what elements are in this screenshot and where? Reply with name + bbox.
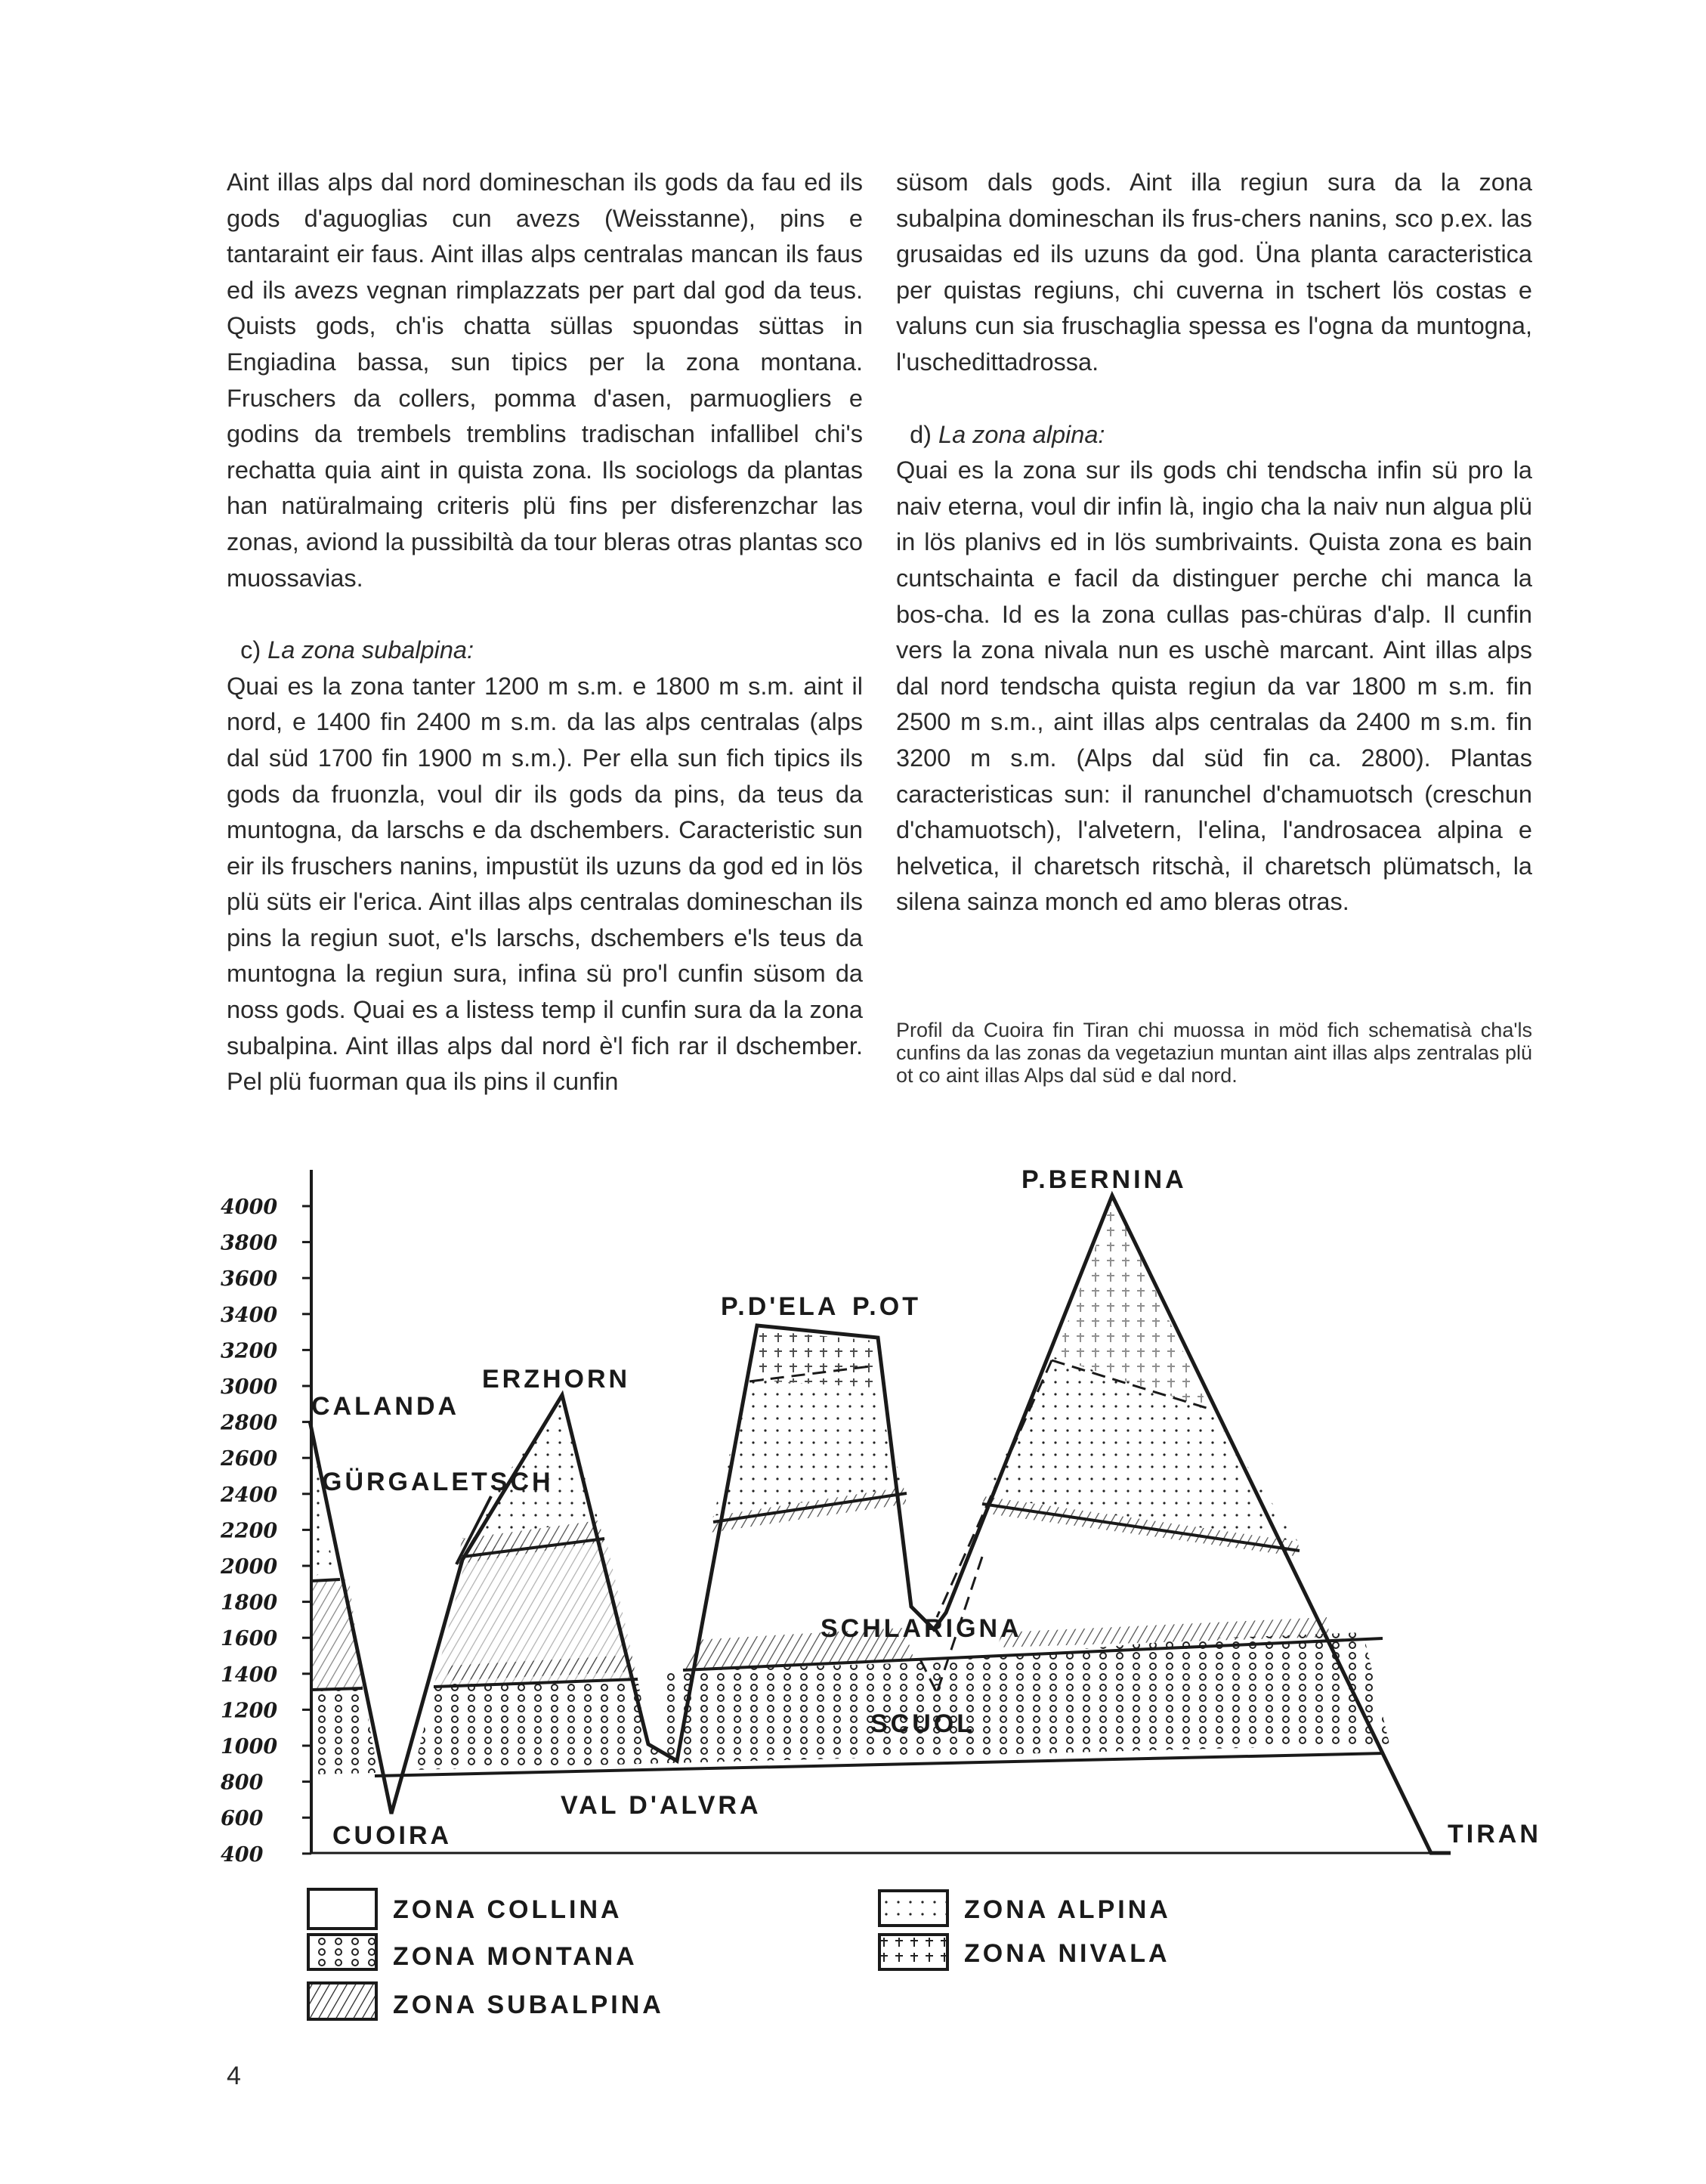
label-val-dalvra: VAL D'ALVRA	[561, 1791, 762, 1820]
paragraph: Aint illas alps dal nord domineschan ils gods da fau ed ils gods d'aguoglias cun avezs (Weisstanne), pins e tantaraint eir faus. Aint illas alps centralas mancan ils faus ed ils avezs vegnan rimplazzats per part dal god da teus. Quists gods, ch'is chatta süllas spuondas süttas in Engiadina bassa, sun tipics per la zona montana. Fruschers da collers, pomma d'asen, parmuogliers e godins da trembels tremblins tradischan infallibel chi's rechatta quia aint in quista zona. Ils sociologs da plantas han natüralmaing criteris plü fins per disferenzchar las zonas, aviond la pussibiltà da tour bleras otras plantas sco muossavias.	[227, 169, 863, 592]
label-calanda: CALANDA	[311, 1392, 460, 1421]
svg-text:ZONA SUBALPINA: ZONA SUBALPINA	[393, 1991, 664, 2019]
y-tick-label: 800	[221, 1771, 264, 1795]
label-p-dela: P.D'ELA	[721, 1292, 839, 1321]
y-axis	[220, 1170, 311, 1867]
paragraph: süsom dals gods. Aint illa regiun sura da la zona subalpina domineschan ils frus-chers nanins, sco p.ex. las grusaidas ed ils uzuns da god. Üna planta caracteristica per quistas regiuns, chi cuverna in tschert lös costas e valuns cun sia fruschaglia spessa es l'ogna da muntogna, l'uschedittadrossa.	[896, 169, 1532, 376]
y-tick-label: 1000	[221, 1735, 278, 1759]
y-tick-label: 3600	[221, 1267, 278, 1292]
figure-caption: Profil da Cuoira fin Tiran chi muossa in möd fich schematisà cha'ls cunfins da las zonas da vegetaziun muntan aint illas alps zentralas plü ot co aint illas Alps dal süd e dal nord.	[896, 1019, 1532, 1087]
label-schlarigna: SCHLARIGNA	[821, 1614, 1022, 1643]
y-tick-label: 1600	[221, 1627, 278, 1651]
heading-prefix: d)	[910, 420, 938, 448]
paragraph: Quai es la zona sur ils gods chi tendscha infin sü pro la naiv eterna, voul dir infin là, ingio cha la naiv nun algua plü in lös planivs ed in lös sumbrivaints. Quista zona es bain cuntschainta e facil da distinguer perche chi manca la bos-cha. Id es la zona cullas pas-chüras d'alp. Il cunfin vers la zona nivala nun es uschè marcant. Aint illas alps dal nord tendscha quista regiun da var 1800 m s.m. fin 2500 m s.m., aint illas alps centralas da 2400 m s.m. fin 3200 m s.m. (Alps dal süd fin ca. 2800). Plantas caracteristicas sun: il ranunchel d'chamuotsch (creschun d'chamuotsch), l'alvetern, l'elina, l'androsacea alpina e helvetica, il charetsch ritschà, il charetsch plümatsch, la silena sainza monch ed amo bleras otras.	[896, 456, 1532, 916]
legend-item-alpina	[879, 1891, 1171, 1926]
label-erzhorn: ERZHORN	[482, 1365, 631, 1394]
heading-prefix: c)	[240, 636, 268, 664]
page-number: 4	[227, 2062, 241, 2090]
y-tick-label: 1200	[221, 1699, 278, 1723]
legend-item-collina	[308, 1889, 623, 1929]
label-tiran: TIRAN	[1448, 1820, 1541, 1848]
y-tick-label: 3000	[221, 1375, 278, 1399]
y-tick-label: 400	[221, 1842, 264, 1867]
heading-text: La zona alpina:	[938, 420, 1105, 448]
y-tick-label: 2000	[221, 1555, 278, 1579]
y-tick-label: 2800	[221, 1411, 278, 1435]
legend	[308, 1889, 1171, 2019]
svg-text:ZONA MONTANA: ZONA MONTANA	[393, 1942, 638, 1971]
label-p-bernina: P.BERNINA	[1021, 1165, 1187, 1194]
svg-text:ZONA NIVALA: ZONA NIVALA	[964, 1939, 1170, 1968]
y-tick-label: 4000	[221, 1196, 278, 1219]
y-tick-label: 3800	[221, 1231, 278, 1255]
y-tick-label: 2600	[221, 1447, 278, 1471]
y-tick-label: 2200	[221, 1519, 278, 1543]
y-tick-label: 1800	[221, 1591, 278, 1615]
y-tick-label: 1400	[221, 1663, 278, 1687]
label-p-ot: P.OT	[852, 1292, 921, 1321]
y-tick-label: 600	[221, 1807, 264, 1831]
legend-item-montana	[308, 1935, 638, 1971]
svg-text:ZONA COLLINA: ZONA COLLINA	[393, 1895, 623, 1924]
label-cuoira: CUOIRA	[332, 1821, 453, 1850]
svg-text:ZONA ALPINA: ZONA ALPINA	[964, 1895, 1171, 1924]
label-scuol: SCUOL	[870, 1709, 975, 1738]
legend-item-subalpina	[308, 1983, 664, 2019]
heading-text: La zona subalpina:	[267, 636, 474, 664]
y-tick-label: 2400	[221, 1483, 278, 1507]
paragraph: Quai es la zona tanter 1200 m s.m. e 1800 m s.m. aint il nord, e 1400 fin 2400 m s.m. da las alps centralas (alps dal süd 1700 fin 1900 m s.m.). Per ella sun fich tipics ils gods da fruonzla, voul dir ils gods da pins, da teus da muntogna, da larschs e da dschembers. Caracteristic sun eir ils fruschers nanins, impustüt ils uzuns da god ed in lös plü süts eir l'erica. Aint illas alps centralas domineschan ils pins la regiun suot, e'ls larschs, dschembers e'ls teus da muntogna la regiun sura, infina sü pro'l cunfin süsom da noss gods. Quai es a listess temp il cunfin sura da la zona subalpina. Aint illas alps dal nord è'l fich rar il dschember. Pel plü fuorman qua ils pins il cunfin	[227, 672, 863, 1096]
label-gurgaletsch: GÜRGALETSCH	[322, 1468, 554, 1496]
y-tick-label: 3400	[221, 1303, 278, 1327]
legend-item-nivala	[879, 1935, 1170, 1969]
y-tick-label: 3200	[221, 1339, 278, 1363]
